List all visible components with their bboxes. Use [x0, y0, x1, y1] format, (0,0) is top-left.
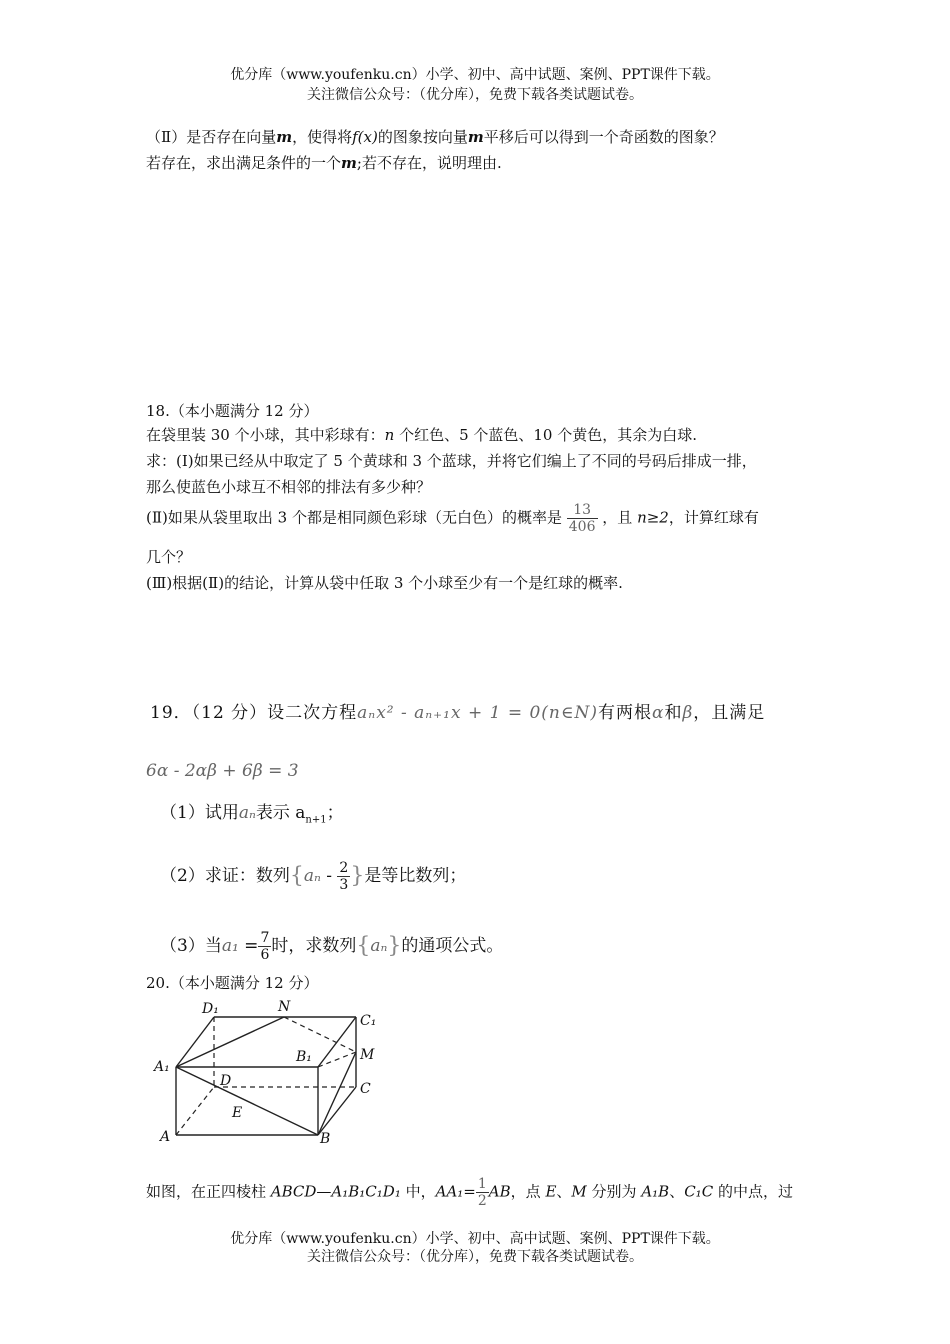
q20-half-fraction: $\frac{1}{2}$	[477, 1176, 487, 1209]
q18-line2: 求：(I)如果已经从中取定了 5 个黄球和 3 个蓝球，并将它们编上了不同的号码后排成一排，	[146, 452, 757, 470]
label-C: C	[360, 1081, 371, 1097]
q17-part2-line1: （Ⅱ）是否存在向量m，使得将f(x)的图象按向量m平移后可以得到一个奇函数的图象？	[146, 128, 724, 146]
header-line-1: 优分库（www.youfenku.cn）小学、初中、高中试题、案例、PPT课件下载。	[230, 67, 720, 83]
label-B: B	[320, 1131, 331, 1147]
q18-probability-fraction: $\frac{13}{406}$	[568, 502, 596, 535]
q19-part2: （2）求证：数列{aₙ - $\frac{2}{3}$ }是等比数列；	[160, 860, 467, 893]
q19-intro: 19．（12 分）设二次方程aₙx² - aₙ₊₁x + 1 = 0(n∈N)有两根α和β，且满足	[150, 703, 766, 723]
q19-seven-sixths: $\frac{7}{6}$	[260, 930, 270, 963]
segment-A1B	[176, 1067, 318, 1135]
label-B1: B₁	[296, 1049, 312, 1065]
q19-part1: （1）试用aₙ表示 $a_{n+1}$；	[160, 803, 344, 826]
q18-line1: 在袋里装 30 个小球，其中彩球有：n 个红色、5 个蓝色、10 个黄色，其余为白球.	[146, 426, 698, 444]
edge-AD-hidden	[176, 1087, 214, 1135]
footer-line-1: 优分库（www.youfenku.cn）小学、初中、高中试题、案例、PPT课件下载。	[230, 1231, 720, 1247]
q19-two-thirds: $\frac{2}{3}$	[339, 860, 349, 893]
footer-line-2: 关注微信公众号：（优分库），免费下载各类试题试卷。	[307, 1249, 643, 1265]
q20-title: 20.（本小题满分 12 分）	[146, 974, 319, 992]
label-D1: D₁	[202, 1001, 219, 1017]
label-A1: A₁	[154, 1059, 170, 1075]
label-D: D	[220, 1073, 232, 1089]
q17-part2-line2: 若存在，求出满足条件的一个m;若不存在，说明理由.	[146, 154, 502, 172]
label-M: M	[360, 1047, 375, 1063]
label-A: A	[160, 1129, 171, 1145]
q19-part3: （3）当a₁ = $\frac{7}{6}$ 时，求数列{aₙ}的通项公式。	[160, 930, 504, 963]
q18-line3: 那么使蓝色小球互不相邻的排法有多少种？	[146, 478, 432, 496]
segment-NM-hidden	[284, 1017, 356, 1052]
q19-condition: 6α - 2αβ + 6β = 3	[146, 761, 299, 781]
q18-title: 18.（本小题满分 12 分）	[146, 402, 319, 420]
label-N: N	[278, 999, 291, 1015]
prism-figure	[150, 995, 390, 1150]
header-line-2: 关注微信公众号：（优分库），免费下载各类试题试卷。	[307, 87, 643, 103]
edge-A1D1	[176, 1017, 214, 1067]
label-C1: C₁	[360, 1013, 377, 1029]
q20-statement: 如图，在正四棱柱 ABCD—A₁B₁C₁D₁ 中，AA₁= $\frac{1}{2}$ AB，点 E、M 分别为 A₁B、C₁C 的中点，过	[146, 1176, 793, 1209]
q18-line5: 几个？	[146, 548, 192, 566]
label-E: E	[232, 1105, 243, 1121]
q18-line6: (Ⅲ)根据(Ⅱ)的结论，计算从袋中任取 3 个小球至少有一个是红球的概率.	[146, 574, 623, 592]
q18-line4: (Ⅱ)如果从袋里取出 3 个都是相同颜色彩球（无白色）的概率是 $\frac{13}{406}$ ，且 n≥2，计算红球有	[146, 502, 759, 535]
segment-A1N	[176, 1017, 284, 1067]
